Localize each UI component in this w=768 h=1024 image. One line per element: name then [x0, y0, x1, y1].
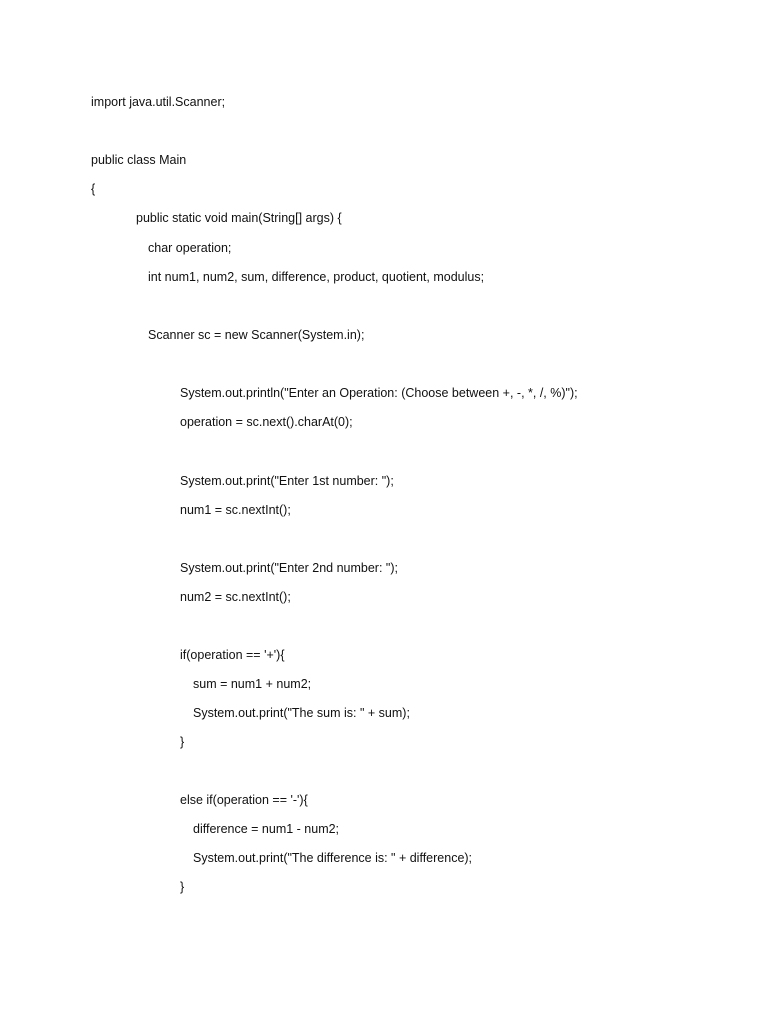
code-line-if-add: if(operation == '+'){: [180, 648, 285, 662]
code-line-read-num2: num2 = sc.nextInt();: [180, 590, 291, 604]
code-line-class-open-brace: {: [91, 182, 96, 196]
code-line-print-sum: System.out.print("The sum is: " + sum);: [193, 706, 410, 720]
code-line-sum-assign: sum = num1 + num2;: [193, 677, 312, 691]
code-line-char-declaration: char operation;: [148, 241, 232, 255]
code-line-read-num1: num1 = sc.nextInt();: [180, 503, 291, 517]
code-line-print-difference: System.out.print("The difference is: " + difference);: [193, 851, 473, 865]
code-line-prompt-num2: System.out.print("Enter 2nd number: ");: [180, 561, 398, 575]
code-line-main-method: public static void main(String[] args) {: [136, 211, 342, 225]
code-line-difference-assign: difference = num1 - num2;: [193, 822, 340, 836]
code-line-import: import java.util.Scanner;: [91, 95, 226, 109]
code-line-int-declaration: int num1, num2, sum, difference, product, quotient, modulus;: [148, 270, 485, 284]
code-line-prompt-operation: System.out.println("Enter an Operation: (Choose between +, -, *, /, %)");: [180, 386, 578, 400]
code-line-read-operation: operation = sc.next().charAt(0);: [180, 415, 353, 429]
code-line-scanner-init: Scanner sc = new Scanner(System.in);: [148, 328, 365, 342]
code-line-prompt-num1: System.out.print("Enter 1st number: ");: [180, 474, 394, 488]
code-line-else-if-subtract: else if(operation == '-'){: [180, 793, 308, 807]
code-line-class-declaration: public class Main: [91, 153, 187, 167]
code-line-close-brace-if: }: [180, 735, 185, 749]
code-line-close-brace-else-if: }: [180, 880, 185, 894]
